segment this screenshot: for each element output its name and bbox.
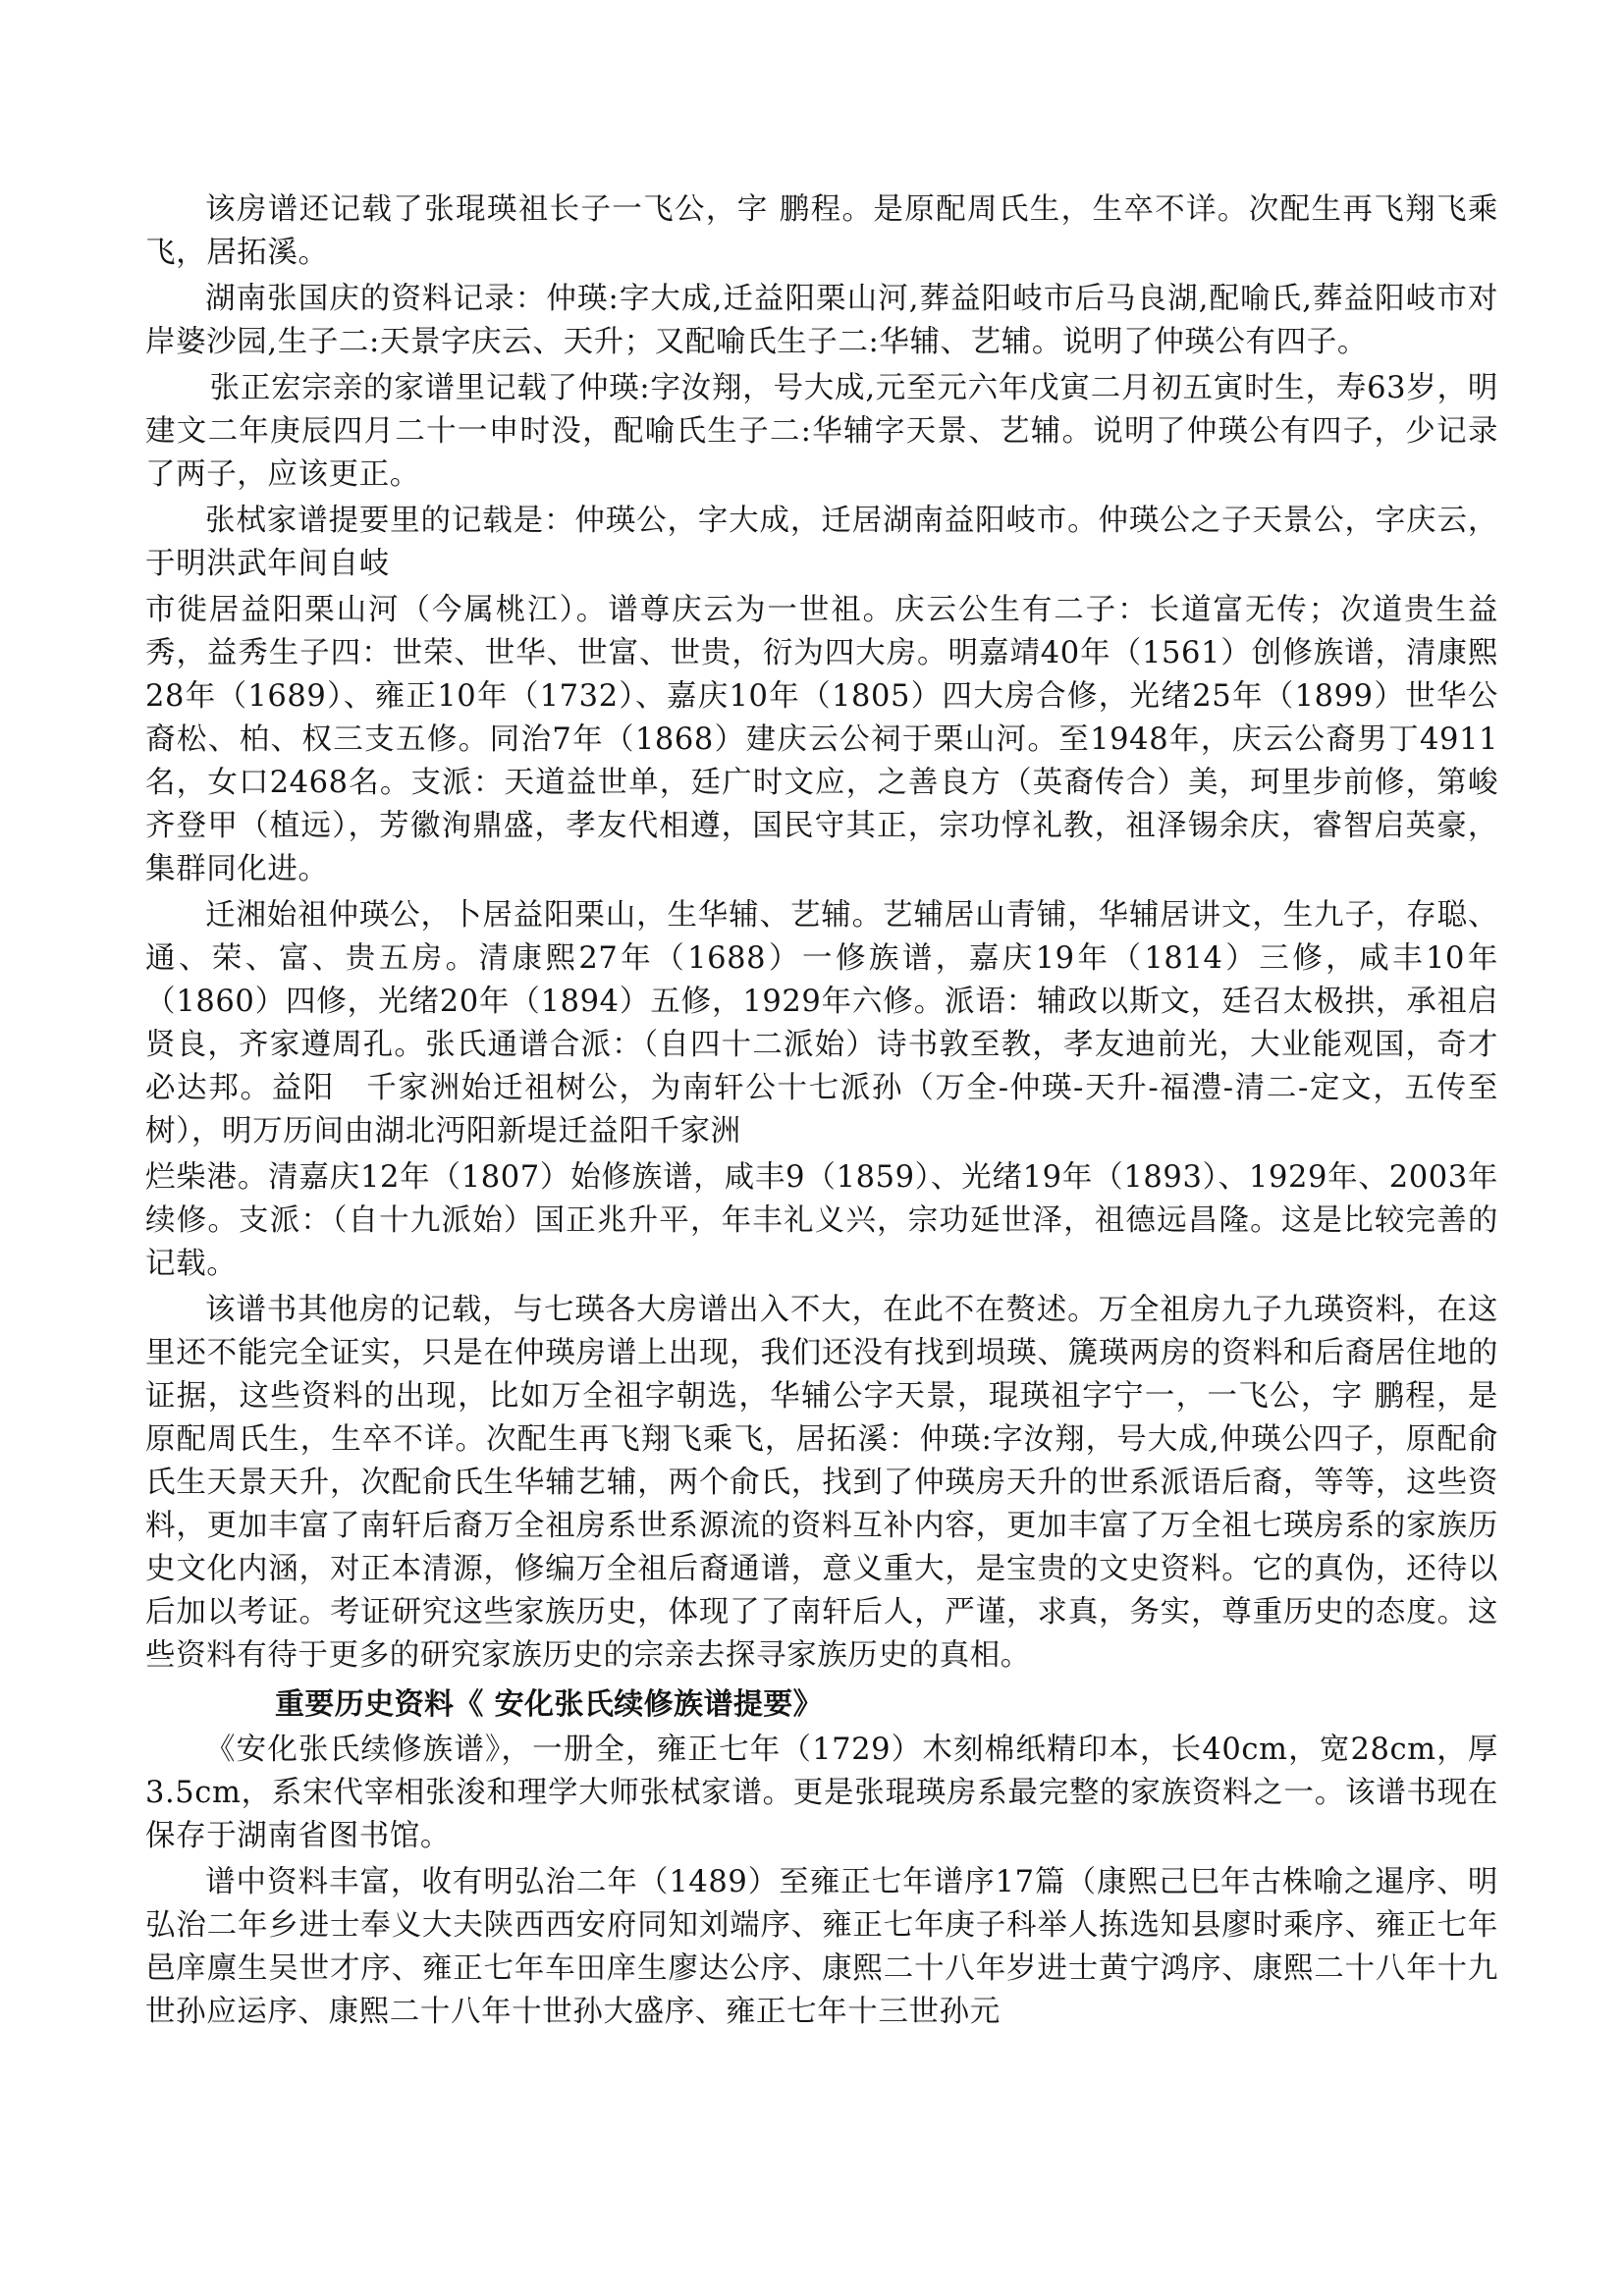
document-body bbox=[145, 188, 1498, 2037]
paragraph-6: 迁湘始祖仲瑛公，卜居益阳栗山，生华辅、艺辅。艺辅居山青铺，华辅居讲文，生九子，存聪、通、荣、富、贵五房。清康熙27年（1688）一修族谱，嘉庆19年（1814）三修，咸丰10年（1860）四修，光绪20年（1894）五修，1929年六修。派语：辅政以斯文，廷召太极拱，承祖启贤良，齐家遵周孔。张氏通谱合派：（自四十二派始）诗书敦至教，孝友迪前光，大业能观国，奇才必达邦。益阳 千家洲始迁祖树公，为南轩公十七派孙（万全-仲瑛-天升-福澧-清二-定文，五传至树），明万历间由湖北沔阳新堤迁益阳千家洲 bbox=[145, 898, 1498, 1148]
paragraph-4: 张栻家谱提要里的记载是：仲瑛公，字大成，迁居湖南益阳岐市。仲瑛公之子天景公，字庆云，于明洪武年间自岐 bbox=[145, 504, 1498, 581]
paragraph-8: 该谱书其他房的记载，与七瑛各大房谱出入不大，在此不在赘述。万全祖房九子九瑛资料，在这里还不能完全证实，只是在仲瑛房谱上出现，我们还没有找到埙瑛、篪瑛两房的资料和后裔居住地的证据，这些资料的出现，比如万全祖字朝选，华辅公字天景，琨瑛祖字宁一，一飞公，字 鹏程，是原配周氏生，生卒不详。次配生再飞翔飞乘飞，居拓溪：仲瑛:字汝翔，号大成,仲瑛公四子，原配俞氏生天景天升，次配俞氏生华辅艺辅，两个俞氏，找到了仲瑛房天升的世系派语后裔，等等，这些资料，更加丰富了南轩后裔万全祖房系世系源流的资料互补内容，更加丰富了万全祖七瑛房系的家族历史文化内涵，对正本清源，修编万全祖后裔通谱，意义重大，是宝贵的文史资料。它的真伪，还待以后加以考证。考证研究这些家族历史，体现了了南轩后人，严谨，求真，务实，尊重历史的态度。这些资料有待于更多的研究家族历史的宗亲去探寻家族历史的真相。 bbox=[145, 1293, 1498, 1673]
section-heading: 重要历史资料《 安化张氏续修族谱提要》 bbox=[275, 1687, 824, 1722]
paragraph-7: 烂柴港。清嘉庆12年（1807）始修族谱，咸丰9（1859）、光绪19年（1893）、1929年、2003年续修。支派：（自十九派始）国正兆升平，年丰礼义兴，宗功延世泽，祖德远昌隆。这是比较完善的记载。 bbox=[145, 1160, 1498, 1281]
paragraph-3: 张正宏宗亲的家谱里记载了仲瑛:字汝翔，号大成,元至元六年戊寅二月初五寅时生，寿63岁，明建文二年庚辰四月二十一申时没，配喻氏生子二:华辅字天景、艺辅。说明了仲瑛公有四子，少记录了两子，应该更正。 bbox=[145, 371, 1498, 492]
paragraph-5: 市徙居益阳栗山河（今属桃江）。谱尊庆云为一世祖。庆云公生有二子：长道富无传；次道贵生益秀，益秀生子四：世荣、世华、世富、世贵，衍为四大房。明嘉靖40年（1561）创修族谱，清康熙28年（1689）、雍正10年（1732）、嘉庆10年（1805）四大房合修，光绪25年（1899）世华公裔松、柏、权三支五修。同治7年（1868）建庆云公祠于栗山河。至1948年，庆云公裔男丁4911名，女口2468名。支派：天道益世单，廷广时文应，之善良方（英裔传合）美，珂里步前修，第峻齐登甲（植远），芳徽洵鼎盛，孝友代相遵，国民守其正，宗功惇礼教，祖泽锡余庆，睿智启英豪，集群同化进。 bbox=[145, 593, 1498, 886]
paragraph-2: 湖南张国庆的资料记录：仲瑛:字大成,迁益阳栗山河,葬益阳岐市后马良湖,配喻氏,葬益阳岐市对岸婆沙园,生子二:天景字庆云、天升；又配喻氏生子二:华辅、艺辅。说明了仲瑛公有四子。 bbox=[145, 282, 1498, 359]
paragraph-10: 谱中资料丰富，收有明弘治二年（1489）至雍正七年谱序17篇（康熙己巳年古株喻之暹序、明弘治二年乡进士奉义大夫陕西西安府同知刘端序、雍正七年庚子科举人拣选知县廖时乘序、雍正七年邑庠廪生吴世才序、雍正七年车田庠生廖达公序、康熙二十八年岁进士黄宁鸿序、康熙二十八年十九世孙应运序、康熙二十八年十世孙大盛序、雍正七年十三世孙元 bbox=[145, 1865, 1498, 2029]
paragraph-9: 《安化张氏续修族谱》，一册全，雍正七年（1729）木刻棉纸精印本，长40cm，宽28cm，厚3.5cm，系宋代宰相张浚和理学大师张栻家谱。更是张琨瑛房系最完整的家族资料之一。该谱书现在保存于湖南省图书馆。 bbox=[145, 1733, 1498, 1853]
paragraph-1: 该房谱还记载了张琨瑛祖长子一飞公，字 鹏程。是原配周氏生，生卒不详。次配生再飞翔飞乘飞，居拓溪。 bbox=[145, 192, 1498, 270]
